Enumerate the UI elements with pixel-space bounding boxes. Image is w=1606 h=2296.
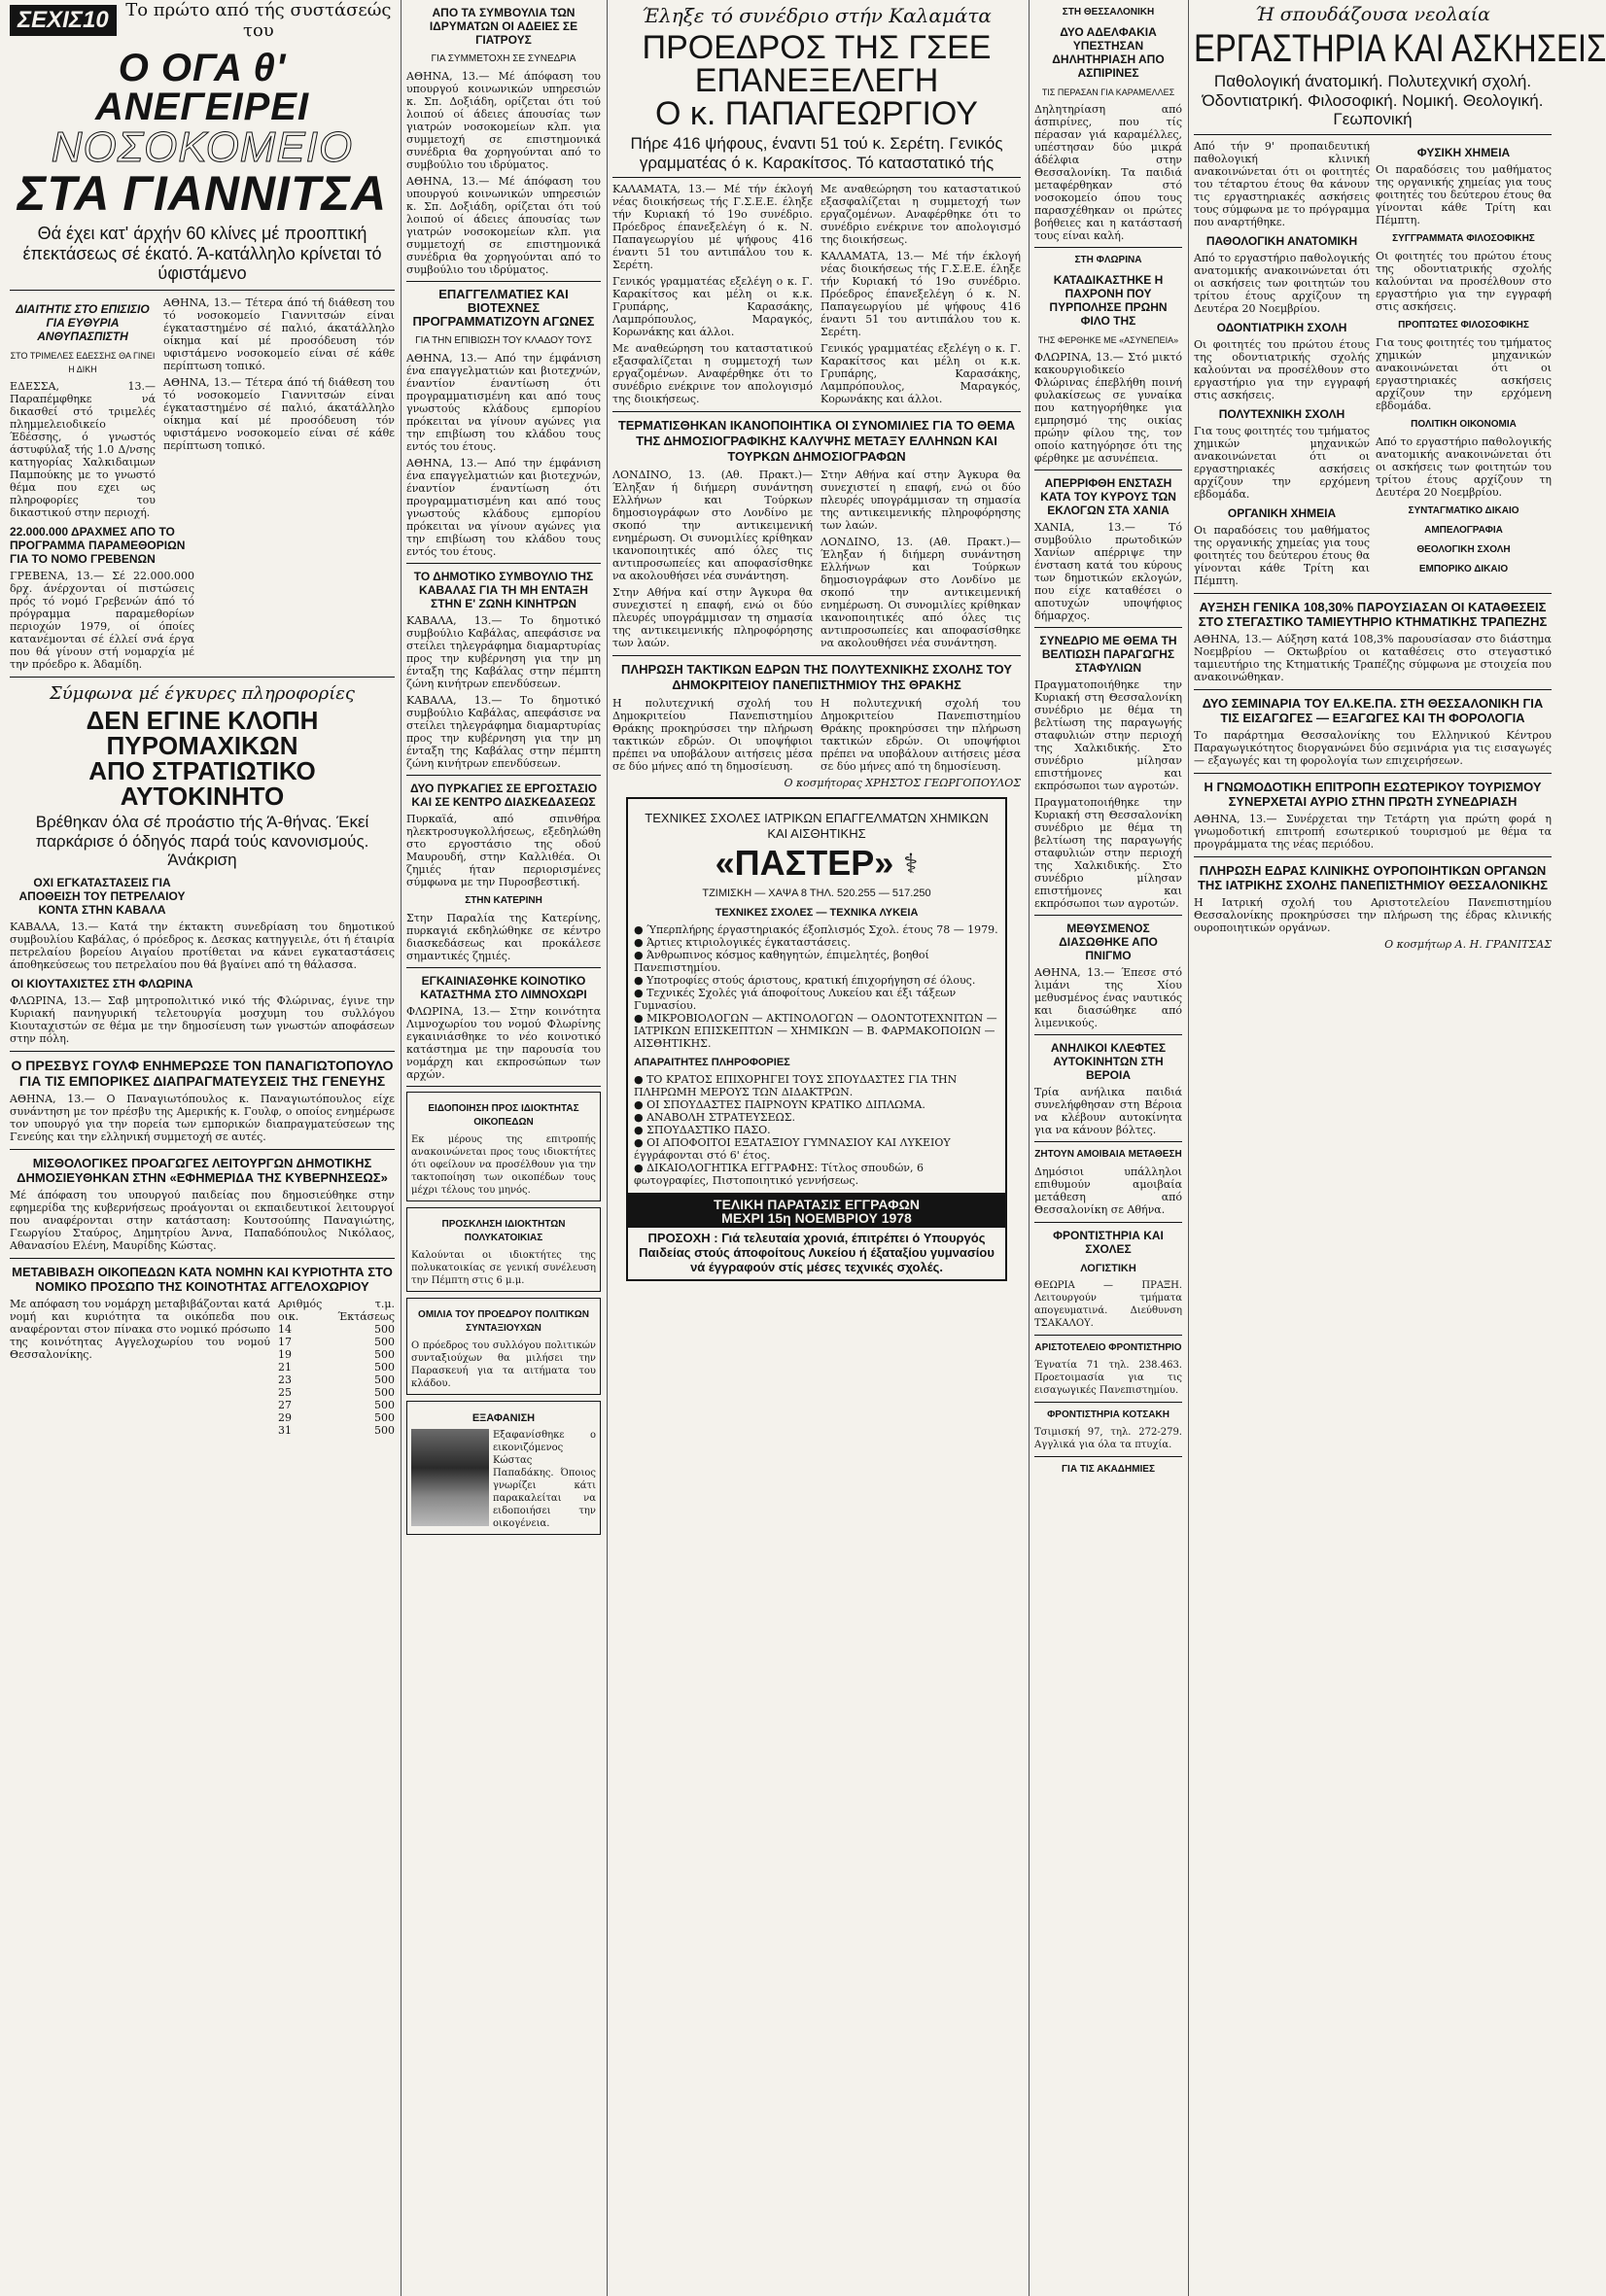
column-1 — [10, 0, 395, 1437]
side-subhead: ΣΤΟ ΤΡΙΜΕΛΕΣ ΕΔΕΣΣΗΣ ΘΑ ΓΙΝΕΙ Η ΔΙΚΗ — [10, 351, 156, 375]
term-text: ΛΟΝΔΙΝΟ, 13. (Αθ. Πρακτ.)— Έληξαν ή διήμερη συνάντηση Ελλήνων και Τούρκων δημοσιογράφων στο Λονδίνο με σκοπό την αντικειμενική ενημέρωση. Οι συνομιλίες κρίθηκαν ικανοποιητικές από όλες τις αντιπροσωπείες και αποφασίσθηκε να ακολουθήσει νέα συνάντηση. — [612, 469, 813, 583]
list-item: ● Τεχνικές Σχολές γιά άποφοίτους Λυκείου και έξι τάξεων Γυμνασίου. — [634, 987, 957, 1013]
plir-headline: ΠΛΗΡΩΣΗ ΤΑΚΤΙΚΩΝ ΕΔΡΩΝ ΤΗΣ ΠΟΛΥΤΕΧΝΙΚΗΣ ΣΧΟΛΗΣ ΤΟΥ ΔΗΜΟΚΡΙΤΕΙΟΥ ΠΑΝΕΠΙΣΤΗΜΙΟΥ ΤΗΣ ΘΡΑΚΗΣ — [621, 662, 1012, 693]
plot-number: 19 — [278, 1347, 292, 1361]
notice-2-text: Καλούνται οι ιδιοκτήτες της πολυκατοικίας σε γενική συνέλευση την Πέμπτη στις 6 μ.μ. — [411, 1250, 596, 1286]
plot-number: 29 — [278, 1410, 292, 1424]
plir-klin-headline: ΠΛΗΡΩΣΗ ΕΔΡΑΣ ΚΛΙΝΙΚΗΣ ΟΥΡΟΠΟΙΗΤΙΚΩΝ ΟΡΓΑΝΩΝ ΤΗΣ ΙΑΤΡΙΚΗΣ ΣΧΟΛΗΣ ΠΑΝΕΠΙΣΤΗΜΙΟΥ ΘΕΣΣΑΛΟΝΙΚΗΣ — [1197, 862, 1548, 892]
methys-headline: ΜΕΘΥΣΜΕΝΟΣ ΔΙΑΣΩΘΗΚΕ ΑΠΟ ΠΝΙΓΜΟ — [1059, 922, 1158, 962]
notice-box-3 — [406, 1298, 601, 1395]
caduceus-icon: ⚕ — [903, 847, 919, 880]
lead-deck: Θά έχει κατ' άρχήν 60 κλίνες μέ προοπτική έπεκτάσεως σέ έκατό. Ά-κατάλληλο κρίνεται τό ύφιστάμενο — [22, 224, 382, 284]
logist-text: ΘΕΩΡΙΑ — ΠΡΑΞΗ. Λειτουργούν τμήματα απογευματινά. Διεύθυνση ΤΣΑΚΑΛΟΥ. — [1034, 1280, 1182, 1329]
pathol-headline: ΠΑΘΟΛΟΓΙΚΗ ΑΝΑΤΟΜΙΚΗ — [1205, 233, 1358, 248]
logist-title: ΛΟΓΙΣΤΙΚΗ — [1080, 1263, 1136, 1274]
epag-text: ΑΘΗΝΑ, 13.— Από την έμφάνιση ένα επαγγελματιών και βιοτεχνών, έναντίον έναντίωση ότι προγραμματισμένη και από τους γνωστούς κλάδους εμπορίου πρόκειται να γίνουν αγώνες για την επιβίωση του κλάδου τους εντός του έτους. — [406, 352, 601, 453]
notice-3-text: Ο πρόεδρος του συλλόγου πολιτικών συνταξιούχων θα μιλήσει την Παρασκευή για τα αιτήματα του κλάδου. — [411, 1340, 596, 1389]
plot-area: 500 — [374, 1335, 395, 1348]
list-item: ● ΜΙΚΡΟΒΙΟΛΟΓΩΝ — ΑΚΤΙΝΟΛΟΓΩΝ — ΟΔΟΝΤΟΤΕΧΝΙΤΩΝ — ΙΑΤΡΙΚΩΝ ΕΠΙΣΚΕΠΤΩΝ — ΧΗΜΙΚΩΝ — Β. ΦΑΡΜΑΚΟΠΟΙΩΝ — ΑΙΣΘΗΤΙΚΗΣ. — [634, 1012, 997, 1051]
grevena-text: ΓΡΕΒΕΝΑ, 13.— Σέ 22.000.000 δρχ. άνέρχονται οί πιστώσεις πρός τό νομό Γρεβενών άπό τό πρόγραμμα παραμεθορίων περιοχών 1979, οί όποίες κατανέμονται σέ έλλεί σνά έργα που θά γίνουν στή νομαρχία μέ την πρόεδρο κ. Άδαμίδη. — [10, 570, 194, 672]
akad-title: ΓΙΑ ΤΙΣ ΑΚΑΔΗΜΙΕΣ — [1062, 1464, 1155, 1475]
ad-info-title: ΑΠΑΡΑΙΤΗΤΕΣ ΠΛΗΡΟΦΟΡΙΕΣ — [634, 1057, 790, 1069]
adelf-text: Δηλητηρίαση από άσπιρίνες, που τίς πέρασαν γιά καραμέλλες, υπέστησαν δύο μικρά άδέλφια στην Θεσσαλονίκη. Τα παιδιά μεταφέρθηκαν στό νοσοκομείο όπου τους παρασχέθηκαν οι πρώτες βοήθειες και η κατάστασή τους είναι καλή. — [1034, 103, 1182, 242]
deadline-1: ΤΕΛΙΚΗ ΠΑΡΑΤΑΣΙΣ ΕΓΓΡΑΦΩΝ — [714, 1197, 920, 1213]
notice-3-title: ΟΜΙΛΙΑ ΤΟΥ ΠΡΟΕΔΡΟΥ ΠΟΛΙΤΙΚΩΝ ΣΥΝΤΑΞΙΟΥΧΩΝ — [418, 1309, 589, 1334]
klopi-deck: Βρέθηκαν όλα σέ προάστιο τής Ά-θήνας. Έκεί παρκάρισε ό όδηγός παρά τούς κανονισμούς. Άνάκριση — [35, 813, 369, 870]
plot-number: 21 — [278, 1360, 292, 1374]
organ-headline: ΟΡΓΑΝΙΚΗ ΧΗΜΕΙΑ — [1227, 505, 1337, 520]
dyo-headline: ΔΥΟ ΠΥΡΚΑΓΙΕΣ ΣΕ ΕΡΓΟΣΤΑΣΙΟ ΚΑΙ ΣΕ ΚΕΝΤΡΟ ΔΙΑΣΚΕΔΑΣΕΩΣ — [409, 782, 598, 809]
list-item: ● Υποτροφίες στούς άριστους, κρατική έπιχορήγηση σέ όλους. — [634, 974, 976, 988]
lead-text: ΑΘΗΝΑ, 13.— Τέτερα άπό τή διάθεση του τό νοσοκομείο Γιαννιτσών είναι έγκαταστημένο σέ παλιό, άκατάλληλο οίκημα καί μέ προσόδευση τόν υφιστάμενο νοσοκομείο είναι σέ κάθε περίπτωση τοπικό. — [163, 296, 395, 373]
polit-headline: ΠΟΛΙΤΙΚΗ ΟΙΚΟΝΟΜΙΑ — [1411, 418, 1517, 430]
plir-text: Η πολυτεχνική σχολή του Δημοκριτείου Πανεπιστημίου Θράκης προκηρύσσει την πλήρωση τακτικών εδρών. Οι υποψήφιοι πρέπει να υποβάλουν αιτήσεις μέσα σε δύο μήνες από τη δημοσίευση. — [612, 697, 813, 774]
ad-address: ΤΖΙΜΙΣΚΗ — ΧΑΨΑ 8 ΤΗΛ. 520.255 — 517.250 — [702, 887, 931, 900]
ad-info-lines — [634, 1073, 999, 1187]
aperr-headline: ΑΠΕΡΡΙΦΘΗ ΕΝΣΤΑΣΗ ΚΑΤΑ ΤΟΥ ΚΥΡΟΥΣ ΤΩΝ ΕΚΛΟΓΩΝ ΣΤΑ ΧΑΝΙΑ — [1040, 476, 1176, 517]
gsee-text-c: Με αναθεώρηση του καταστατικού εξασφαλίζεται η συμμετοχή των εργαζομένων. Αναφέρθηκε ότι το συνέδριο ενέκρινε τον απολογισμό της διοικήσεως. — [612, 342, 813, 406]
column-rule — [401, 0, 402, 2296]
flor-label: ΣΤΗ ΦΛΩΡΙΝΑ — [1074, 255, 1142, 265]
fysik-text: Οι παραδόσεις του μαθήματος της οργανικής χημείας για τους φοιτητές του δεύτερου έτους θα γίνονται κάθε Τρίτη και Πέμπτη. — [1376, 162, 1552, 226]
oxi-text: ΚΑΒΑΛΑ, 13.— Κατά την έκτακτη συνεδρίαση του δημοτικού συμβουλίου Καβάλας, ό πρόεδρος κ. Δεσκας κατηγγειλε, ότι ή έταιρία πετρελαίου βορείου Αιγαίου προτίθεται να κάνει εγκαταστάσεις άποθηκεύσεως του πετρελαίου που θά βγαίνει από τη θάλασσα. — [10, 920, 395, 971]
plot-number: 25 — [278, 1385, 292, 1399]
lead-text-cont: ΑΘΗΝΑ, 13.— Τέτερα άπό τή διάθεση του τό νοσοκομείο Γιαννιτσών είναι έγκαταστημένο σέ παλιό, άκατάλληλο οίκημα καί μέ προσόδευση τόν υφιστάμενο νοσοκομείο είναι σέ κάθε περίπτωση τοπικό. — [163, 376, 395, 453]
anil-text: Τρία ανήλικα παιδιά συνελήφθησαν στη Βέροια να κλέβουν αυτοκίνητα για να κάνουν βόλτες. — [1034, 1086, 1182, 1136]
plot-area: 500 — [374, 1385, 395, 1399]
notice-4-title: ΕΞΑΦΑΝΙΣΗ — [471, 1412, 536, 1424]
table-row — [278, 1374, 395, 1386]
klopi-kicker: Σύμφωνα μέ έγκυρες πληροφορίες — [49, 683, 355, 705]
ayxisi-text: ΑΘΗΝΑ, 13.— Αύξηση κατά 108,3% παρουσίασαν στο διάστημα Νοεμβρίου — Οκτωβρίου οι καταθέσεις στο στεγαστικό ταμιευτήριο της Κτηματικής Τραπέζης σύμφωνα με στοιχεία που ανακοινώθηκαν. — [1194, 632, 1552, 683]
gsee-headline: ΠΡΟΕΔΡΟΣ ΤΗΣ ΓΣΕΕ ΕΠΑΝΕΞΕΛΕΓΗ Ο κ. ΠΑΠΑΓΕΩΡΓΙΟΥ — [642, 29, 992, 132]
katad-headline: ΚΑΤΑΔΙΚΑΣΤΗΚΕ Η ΠΑΧΡΟΝΗ ΠΟΥ ΠΥΡΠΟΛΗΣΕ ΠΡΩΗΝ ΦΙΛΟ ΤΗΣ — [1049, 273, 1168, 328]
katad-text: ΦΛΩΡΙΝΑ, 13.— Στό μικτό κακουργιοδικείο Φλώρινας έπεβλήθη ποινή φυλακίσεως σε γυναίκα που κατηγορήθηκε για εμπρησμό της οικίας πρώην φίλου της, τον οποίο κατηγόρησε ότι της φέρθηκε με ασυνέπεια. — [1034, 351, 1182, 465]
zit-text: Δημόσιοι υπάλληλοι επιθυμούν αμοιβαία μετάθεση από Θεσσαλονίκη σε Αθήνα. — [1034, 1165, 1182, 1216]
synedr-headline: ΣΥΝΕΔΡΙΟ ΜΕ ΘΕΜΑ ΤΗ ΒΕΛΤΙΩΣΗ ΠΑΡΑΓΩΓΗΣ ΣΤΑΦΥΛΙΩΝ — [1039, 634, 1177, 675]
katerini-subhead: ΣΤΗΝ ΚΑΤΕΡΙΝΗ — [465, 895, 542, 906]
kot-title: ΦΡΟΝΤΙΣΤΗΡΙΑ ΚΟΤΣΑΚΗ — [1047, 1409, 1170, 1420]
gsee-text-a2: ΚΑΛΑΜΑΤΑ, 13.— Μέ τήν έκλογή νέας διοικήσεως τής Γ.Σ.Ε.Ε. έληξε τήν Κυριακή τό 19ο συνέδριο. Πρόεδρος έπανεξελέγη ό κ. Ν. Παπαγεωργίου μέ ψήφους 416 έναντι 51 του αντιπάλου του κ. Σερέτη. — [820, 250, 1021, 339]
list-item: ● Άνθρωπινος κόσμος καθηγητών, έπιμελητές, βοηθοί Πανεπιστημίου. — [634, 949, 929, 975]
front-headline: ΦΡΟΝΤΙΣΤΗΡΙΑ ΚΑΙ ΣΧΟΛΕΣ — [1053, 1229, 1164, 1256]
ayxisi-headline: ΑΥΞΗΣΗ ΓΕΝΙΚΑ 108,30% ΠΑΡΟΥΣΙΑΣΑΝ ΟΙ ΚΑΤΑΘΕΣΕΙΣ ΣΤΟ ΣΤΕΓΑΣΤΙΚΟ ΤΑΜΙΕΥΤΗΡΙΟ ΚΤΗΜΑΤΙΚΗΣ ΤΡΑΠΕΖΗΣ — [1198, 599, 1548, 629]
egk-text: ΦΛΩΡΙΝΑ, 13.— Στην κοινότητα Λιμνοχωρίου του νομού Φλωρίνης εγκαινιάσθηκε το νέο κοινοτικό κατάστημα με την παρουσία του νομάρχη και εκπροσώπων των αρχών. — [406, 1005, 601, 1081]
ad-deadline — [626, 1195, 1007, 1228]
ad-note — [626, 1228, 1007, 1281]
katerini-text: Στην Παραλία της Κατερίνης, πυρκαγιά εκδηλώθηκε σε κέντρο διασκεδάσεως και προκάλεσε σημαντικές ζημιές. — [406, 912, 601, 962]
gsee-text-a: ΚΑΛΑΜΑΤΑ, 13.— Μέ τήν έκλογή νέας διοικήσεως τής Γ.Σ.Ε.Ε. έληξε τήν Κυριακή τό 19ο συνέδριο. Πρόεδρος έπανεξελέγη ό κ. Ν. Παπαγεωργίου μέ ψήφους 416 έναντι 51 του αντιπάλου του κ. Σερέτη. — [612, 183, 813, 272]
anil-headline: ΑΝΗΛΙΚΟΙ ΚΛΕΦΤΕΣ ΑΥΤΟΚΙΝΗΤΩΝ ΣΤΗ ΒΕΡΟΙΑ — [1050, 1041, 1167, 1082]
notice-box-2 — [406, 1207, 601, 1292]
student-deck: Παθολογική άνατομική. Πολυτεχνική σχολή. Όδοντιατρική. Φιλοσοφική. Νομική. Θεολογική. Γεωπονική — [1202, 72, 1544, 129]
dimos-text: ΚΑΒΑΛΑ, 13.— Το δημοτικό συμβούλιο Καβάλας, απεφάσισε να στείλει τηλεγράφημα διαμαρτυρίας προς την κυβέρνηση για την μη ένταξη της Καβάλας στην πέμπτη ζώνη κινήτρων επενδύσεων. — [406, 614, 601, 690]
gnom-headline: Η ΓΝΩΜΟΔΟΤΙΚΗ ΕΠΙΤΡΟΠΗ ΕΣΩΤΕΡΙΚΟΥ ΤΟΥΡΙΣΜΟΥ ΣΥΝΕΡΧΕΤΑΙ ΑΥΡΙΟ ΣΤΗΝ ΠΡΩΤΗ ΣΥΝΕΔΡΙΑΣΗ — [1204, 779, 1542, 809]
lead-kicker: Το πρώτο από τής συστάσεώς του — [125, 0, 392, 41]
notice-4-text: Εξαφανίσθηκε ο εικονιζόμενος Κώστας Παπαδάκης. Όποιος γνωρίζει κάτι παρακαλείται να ειδοποιήσει την οικογένεια. — [493, 1430, 596, 1529]
plots-col-area: τ.μ. Έκτάσεως — [337, 1297, 395, 1323]
apo-headline: ΑΠΟ ΤΑ ΣΥΜΒΟΥΛΙΑ ΤΩΝ ΙΔΡΥΜΑΤΩΝ ΟΙ ΑΔΕΙΕΣ ΣΕ ΓΙΑΤΡΟΥΣ — [429, 6, 578, 47]
syggr-text: Οι φοιτητές του πρώτου έτους της οδοντιατρικής σχολής καλούνται να προσέλθουν στο εργαστήριο για την εγγραφή στις ασκήσεις. — [1376, 249, 1552, 313]
column-5 — [1194, 0, 1606, 951]
katad-subhead: ΤΗΣ ΦΕΡΘΗΚΕ ΜΕ «ΑΣΥΝΕΠΕΙΑ» — [1037, 335, 1179, 345]
dyo-text: Πυρκαϊά, από σπινθήρα ηλεκτροσυγκολλήσεως, εξεδηλώθη στο εργοστάσιο της οδού Μαυρουδή, στην Καλλιθέα. Οι ζημιές ήταν περιορισμένες σύμφωνα με την Πυροσβεστική. — [406, 813, 601, 888]
table-row — [278, 1411, 395, 1424]
arist-title: ΑΡΙΣΤΟΤΕΛΕΙΟ ΦΡΟΝΤΙΣΤΗΡΙΟ — [1034, 1342, 1182, 1353]
plot-number: 27 — [278, 1398, 292, 1411]
list-item: ● Ύπερπλήρης έργαστηριακός έξοπλισμός Σχολ. έτους 78 — 1979. — [634, 923, 998, 937]
edessa-text: ΕΔΕΣΣΑ, 13.— Παραπέμφθηκε νά δικασθεί στό τριμελές πλημμελειοδικείο Έδέσσης, ό γνωστός άστυφύλαξ τής 1.0 Δ/νσης κατηγορίας Χαλκιδαιμων Παμπούκης με το γνωστό θέμα που εχει ως πληροφορίες του δικαστικού στην περιοχή. — [10, 380, 156, 520]
plots-table — [278, 1298, 395, 1437]
term-text-4: ΛΟΝΔΙΝΟ, 13. (Αθ. Πρακτ.)— Έληξαν ή διήμερη συνάντηση Ελλήνων και Τούρκων δημοσιογράφων στο Λονδίνο με σκοπό την αντικειμενική ενημέρωση. Οι συνομιλίες κρίθηκαν ικανοποιητικές από όλες τις αντιπροσωπείες και αποφασίσθηκε να ακολουθήσει νέα συνάντηση. — [820, 536, 1021, 650]
zit-headline: ΖΗΤΟΥΝ ΑΜΟΙΒΑΙΑ ΜΕΤΑΘΕΣΗ — [1034, 1149, 1182, 1160]
kiouta-headline: ΟΙ ΚΙΟΥΤΑΧΙΣΤΕΣ ΣΤΗ ΦΛΩΡΙΝΑ — [11, 976, 193, 991]
missing-person-photo — [411, 1429, 489, 1526]
plir-signature: Ο κοσμήτορας ΧΡΗΣΤΟΣ ΓΕΩΡΓΟΠΟΥΛΟΣ — [784, 777, 1021, 790]
column-rule — [1029, 0, 1030, 2296]
epag-subhead: ΓΙΑ ΤΗΝ ΕΠΙΒΙΩΣΗ ΤΟΥ ΚΛΑΔΟΥ ΤΟΥΣ — [415, 335, 592, 346]
synedr-text: Πραγματοποιήθηκε την Κυριακή στη Θεσσαλονίκη συνέδριο με θέμα τη βελτίωση της παραγωγής σταφυλιών στην περιοχή της Χαλκιδικής. Στο συνέδριο μίλησαν επιστήμονες και εκπρόσωποι των αγροτών. — [1034, 678, 1182, 792]
notice-1-text: Εκ μέρους της επιτροπής ανακοινώνεται προς τους ιδιοκτήτες ότι οφείλουν να προσέλθουν για την τακτοποίηση των οικοπέδων τους μέχρι τέλους του μηνός. — [411, 1134, 596, 1196]
column-4 — [1034, 0, 1182, 1480]
notice-box-1 — [406, 1092, 601, 1201]
list-item: ● ΟΙ ΣΠΟΥΔΑΣΤΕΣ ΠΑΙΡΝΟΥΝ ΚΡΑΤΙΚΟ ΔΙΠΛΩΜΑ. — [634, 1098, 925, 1112]
plir-text-2: Η πολυτεχνική σχολή του Δημοκριτείου Πανεπιστημίου Θράκης προκηρύσσει την πλήρωση τακτικών εδρών. Οι υποψήφιοι πρέπει να υποβάλουν αιτήσεις μέσα σε δύο μήνες από τη δημοσίευση. — [820, 697, 1021, 774]
gsee-deck: Πήρε 416 ψήφους, έναντι 51 τού κ. Σερέτη. Γενικός γραμματέας ό κ. Καρακίτσος. Τό καταστατικό τής — [630, 134, 1003, 172]
dyo-sem-text: Το παράρτημα Θεσσαλονίκης του Ελληνικού Κέντρου Παραγωγικότητος διοργανώνει δύο σεμινάρια για τις εισαγωγές — εξαγωγές και τη φορολογία των επιχειρήσεων. — [1194, 728, 1552, 767]
misth-text: Μέ άπόφαση του υπουργού παιδείας που δημοσιεύθηκε στην εφημερίδα της κυβερνήσεως προάγονται οι εκπαιδευτικοί λειτουργοί που αναφέρονται στην κατάσταση: Κουτσούπης Παναγιώτης, Γεωργίου Σταύρος, Δημητρίου Άννα, Παπαδόπουλος Νικόλαος, Αθανασίου Ελένη, Μαυρίδης Κώστας. — [10, 1188, 395, 1252]
gsee-text-b: Γενικός γραμματέας εξελέγη ο κ. Γ. Καρακίτσος και μέλη οι κ.κ. Γρυπάρης, Καρασάκης, Λαμπρόπουλος, Μαραγκός, Κορωνάκης και άλλοι. — [612, 275, 813, 339]
odont-text: Οι φοιτητές του πρώτου έτους της οδοντιατρικής σχολής καλούνται να προσέλθουν στο εργαστήριο για την εγγραφή στις ασκήσεις. — [1194, 337, 1370, 401]
methys-text: ΑΘΗΝΑ, 13.— Έπεσε στό λιμάνι της Χίου μεθυσμένος ένας ναυτικός και διασώθηκε από λιμενικούς. — [1034, 966, 1182, 1029]
propt-text: Για τους φοιτητές του τμήματος χημικών μηχανικών ανακοινώνεται ότι οι εργαστηριακές ασκήσεις αρχίζουν την ερχόμενη εβδομάδα. — [1376, 335, 1552, 412]
arist-text: Έγνατία 71 τηλ. 238.463. Προετοιμασία για τις εισαγωγικές Πανεπιστημίου. — [1034, 1360, 1182, 1396]
gsee-text-b2: Γενικός γραμματέας εξελέγη ο κ. Γ. Καρακίτσος και μέλη οι κ.κ. Γρυπάρης, Καρασάκης, Λαμπρόπουλος, Μαραγκός, Κορωνάκης και άλλοι. — [820, 342, 1021, 406]
odont-headline: ΟΔΟΝΤΙΑΤΡΙΚΗ ΣΧΟΛΗ — [1216, 320, 1347, 334]
plir-klin-text: Η Ιατρική σχολή του Αριστοτελείου Πανεπιστημίου Θεσσαλονίκης προκηρύσσει την πλήρωση της έδρας κλινικής ουροποιητικών οργάνων. — [1194, 895, 1552, 934]
goulf-text: ΑΘΗΝΑ, 13.— Ο Παναγιωτόπουλος κ. Παναγιωτόπουλος είχε συνάντηση με τον πρέσβυ της Αμερικής κ. Γουλφ, ο οποίος ενημέρωσε τον υπουργό για την πορεία των εμπορικών διαπραγματεύσεων της Γενεύης και την ελληνική συμμετοχή σε αυτές. — [10, 1092, 395, 1143]
pathol-text: Από το εργαστήριο παθολογικής ανατομικής ανακοινώνεται ότι οι ασκήσεις των φοιτητών του τρίτου έτους αρχίζουν τη Δευτέρα 20 Νοεμβρίου. — [1194, 251, 1370, 315]
student-text: Από τήν 9' προπαιδευτική παθολογική κλινική ανακοινώνεται ότι οι φοιτητές του τέταρτου έτους θα κάνουν τις εργαστηριακές ασκήσεις τους σύμφωνα με το πρόγραμμα που αναρτήθηκε. — [1194, 139, 1370, 228]
kiouta-text: ΦΛΩΡΙΝΑ, 13.— Σαβ μητροπολιτικό νικό τής Φλώρινας, έγινε την Κυριακή πανηγυρική τελετουργία μοσχυμη του συλλόγου Κιουταχιστών σε θέμα με την δημοσίευση των γνωστών αποφάσεων στην πόλη. — [10, 993, 395, 1045]
column-rule — [607, 0, 608, 2296]
plot-number: 23 — [278, 1373, 292, 1386]
lead-headline: Ο ΟΓΑ θ' ΑΝΕΓΕΙΡΕΙ ΝΟΣΟΚΟΜΕΙΟ ΣΤΑ ΓΙΑΝΝΙΤΣΑ — [17, 47, 388, 221]
plir-klin-signature: Ο κοσμήτωρ Α. Η. ΓΡΑΝΙΤΣΑΣ — [1384, 937, 1552, 951]
polit-text: Από το εργαστήριο παθολογικής ανατομικής ανακοινώνεται ότι οι ασκήσεις των φοιτητών του τρίτου έτους αρχίζουν τη Δευτέρα 20 Νοεμβρίου. — [1376, 435, 1552, 499]
plot-area: 500 — [374, 1423, 395, 1437]
notice-2-title: ΠΡΟΣΚΛΗΣΗ ΙΔΙΟΚΤΗΤΩΝ ΠΟΛΥΚΑΤΟΙΚΙΑΣ — [441, 1219, 566, 1243]
plot-area: 500 — [374, 1322, 395, 1336]
table-row — [278, 1336, 395, 1348]
plot-area: 500 — [374, 1398, 395, 1411]
notice-box-4 — [406, 1401, 601, 1535]
dimos-text-cont: ΚΑΒΑΛΑ, 13.— Το δημοτικό συμβούλιο Καβάλας, απεφάσισε να στείλει τηλεγράφημα διαμαρτυρίας προς την κυβέρνηση για την μη ένταξη της Καβάλας στην πέμπτη ζώνη κινήτρων επενδύσεων. — [406, 694, 601, 770]
list-item: ● ΤΟ ΚΡΑΤΟΣ ΕΠΙΧΟΡΗΓΕΙ ΤΟΥΣ ΣΠΟΥΔΑΣΤΕΣ ΓΙΑ ΤΗΝ ΠΛΗΡΩΜΗ ΜΕΡΟΥΣ ΤΩΝ ΔΙΔΑΚΤΡΩΝ. — [634, 1073, 958, 1099]
column-rule — [1188, 0, 1189, 2296]
table-row — [278, 1399, 395, 1411]
ad-subhead: ΤΕΧΝΙΚΕΣ ΣΧΟΛΕΣ — ΤΕΧΝΙΚΑ ΛΥΚΕΙΑ — [715, 907, 919, 920]
misth-headline: ΜΙΣΘΟΛΟΓΙΚΕΣ ΠΡΟΑΓΩΓΕΣ ΛΕΙΤΟΥΡΓΩΝ ΔΗΜΟΤΙΚΗΣ ΔΗΜΟΣΙΕΥΘΗΚΑΝ ΣΤΗΝ «ΕΦΗΜΕΡΙΔΑ ΤΗΣ ΚΥΒΕΡΝΗΣΕΩΣ» — [17, 1155, 388, 1185]
synt-headline: ΣΥΝΤΑΓΜΑΤΙΚΟ ΔΙΚΑΙΟ — [1408, 504, 1519, 516]
list-item: ● ΣΠΟΥΔΑΣΤΙΚΟ ΠΑΣΟ. — [634, 1124, 771, 1137]
ampel-headline: ΑΜΠΕΛΟΓΡΑΦΙΑ — [1424, 524, 1503, 536]
syggr-headline: ΣΥΓΓΡΑΜΜΑΤΑ ΦΙΛΟΣΟΦΙΚΗΣ — [1392, 232, 1535, 244]
gsee-kicker: Έληξε τό συνέδριο στήν Καλαμάτα — [642, 4, 992, 27]
apo-text-cont: ΑΘΗΝΑ, 13.— Μέ άπόφαση του υπουργού κοινωνικών υπηρεσιών κ. Σπ. Δοξιάδη, ορίζεται ότι τού λοιπού οί άδειες άπουσίας των γιατρών νοσοκομείων κλπ. για συμμετοχή σε επιστημονικά συνέδρια θα χορηγούνται από το συμβούλιο του ιδρύματος. — [406, 175, 601, 276]
plot-area: 500 — [374, 1360, 395, 1374]
list-item: ● ΔΙΚΑΙΟΛΟΓΗΤΙΚΑ ΕΓΓΡΑΦΗΣ: Τίτλος σπουδών, 6 φωτογραφίες, Πιστοποιητικό γεννήσεως. — [634, 1162, 924, 1188]
kot-text: Τσιμισκή 97, τηλ. 272-279. Αγγλικά για όλα τα πτυχία. — [1034, 1427, 1182, 1450]
list-item: ● Άρτιες κτιριολογικές έγκαταστάσεις. — [634, 936, 851, 950]
epag-text-cont: ΑΘΗΝΑ, 13.— Από την έμφάνιση ένα επαγγελματιών και βιοτεχνών, έναντίον έναντίωση ότι προγραμματισμένη και από τους γνωστούς κλάδους εμπορίου πρόκειται να γίνουν αγώνες για την επιβίωση του κλάδου τους εντός του έτους. — [406, 457, 601, 558]
empor-headline: ΕΜΠΟΡΙΚΟ ΔΙΚΑΙΟ — [1418, 563, 1509, 574]
student-headline: ΕΡΓΑΣΤΗΡΙΑ ΚΑΙ ΑΣΚΗΣΕΙΣ — [1194, 27, 1606, 70]
table-row — [278, 1348, 395, 1361]
synedr-text-cont: Πραγματοποιήθηκε την Κυριακή στη Θεσσαλονίκη συνέδριο με θέμα τη βελτίωση της παραγωγής σταφυλιών στην περιοχή της Χαλκιδικής. Στο συνέδριο μίλησαν επιστήμονες και εκπρόσωποι των αγροτών. — [1034, 796, 1182, 910]
plot-area: 500 — [374, 1373, 395, 1386]
theol-headline: ΘΕΟΛΟΓΙΚΗ ΣΧΟΛΗ — [1416, 543, 1511, 555]
polyt-text: Για τους φοιτητές του τμήματος χημικών μηχανικών ανακοινώνεται ότι οι εργαστηριακές ασκήσεις αρχίζουν την ερχόμενη εβδομάδα. — [1194, 424, 1370, 501]
term-headline: ΤΕΡΜΑΤΙΣΘΗΚΑΝ ΙΚΑΝΟΠΟΙΗΤΙΚΑ ΟΙ ΣΥΝΟΜΙΛΙΕΣ ΓΙΑ ΤΟ ΘΕΜΑ ΤΗΣ ΔΗΜΟΣΙΟΓΡΑΦΙΚΗΣ ΚΑΛΥΨΗΣ ΜΕΤΑΞΥ ΕΛΛΗΝΩΝ ΚΑΙ ΤΟΥΡΚΩΝ ΔΗΜΟΣΙΟΓΡΑΦΩΝ — [617, 418, 1016, 465]
ad-note-text: ΠΡΟΣΟΧΗ : Γιά τελευταία χρονιά, έπιτρέπει ό Υπουργός Παιδείας στούς άποφοίτους Λυκείου ή έξαταξίου γυμνασίου νά έγγραφούν στίς μέσες τεχνικές σχολές. — [639, 1231, 995, 1274]
ad-lines — [634, 923, 999, 1050]
plot-number: 31 — [278, 1423, 292, 1437]
grevena-headline: 22.000.000 ΔΡΑΧΜΕΣ ΑΠΟ ΤΟ ΠΡΟΓΡΑΜΜΑ ΠΑΡΑΜΕΘΟΡΙΩΝ ΓΙΑ ΤΟ ΝΟΜΟ ΓΡΕΒΕΝΩΝ — [10, 525, 186, 567]
epag-headline: ΕΠΑΓΓΕΛΜΑΤΙΕΣ ΚΑΙ ΒΙΟΤΕΧΝΕΣ ΠΡΟΓΡΑΜΜΑΤΙΖΟΥΝ ΑΓΩΝΕΣ — [412, 287, 595, 329]
dyo-sem-headline: ΔΥΟ ΣΕΜΙΝΑΡΙΑ ΤΟΥ ΕΛ.ΚΕ.ΠΑ. ΣΤΗ ΘΕΣΣΑΛΟΝΙΚΗ ΓΙΑ ΤΙΣ ΕΙΣΑΓΩΓΕΣ — ΕΞΑΓΩΓΕΣ ΚΑΙ ΤΗ ΦΟΡΟΛΟΓΙΑ — [1202, 695, 1544, 725]
list-item: ● ΑΝΑΒΟΛΗ ΣΤΡΑΤΕΥΣΕΩΣ. — [634, 1111, 796, 1125]
fysik-headline: ΦΥΣΙΚΗ ΧΗΜΕΙΑ — [1416, 145, 1511, 159]
plot-area: 500 — [374, 1347, 395, 1361]
notice-1-title: ΕΙΔΟΠΟΙΗΣΗ ΠΡΟΣ ΙΔΙΟΚΤΗΤΑΣ ΟΙΚΟΠΕΔΩΝ — [428, 1103, 579, 1128]
metab-text: Με απόφαση του νομάρχη μεταβιβάζονται κατά νομή και κυριότητα τα οικόπεδα που αναφέρονται στον πίνακα στο νομικό πρόσωπο της κοινότητας Αγγελοχωρίου του νομού Θεσσαλονίκης. — [10, 1297, 270, 1361]
plot-number: 14 — [278, 1322, 292, 1336]
list-item: ● ΟΙ ΑΠΟΦΟΙΤΟΙ ΕΞΑΤΑΞΙΟΥ ΓΥΜΝΑΣΙΟΥ ΚΑΙ ΛΥΚΕΙΟΥ έγγράφονται στό 6' έτος. — [634, 1136, 951, 1163]
student-kicker: Ή σπουδάζουσα νεολαία — [1255, 4, 1490, 25]
apo-subhead: ΓΙΑ ΣΥΜΜΕΤΟΧΗ ΣΕ ΣΥΝΕΔΡΙΑ — [431, 53, 576, 64]
adelf-subhead: ΤΙΣ ΠΕΡΑΣΑΝ ΓΙΑ ΚΑΡΑΜΕΛΛΕΣ — [1041, 87, 1175, 97]
column-3 — [612, 0, 1021, 1281]
table-row — [278, 1424, 395, 1437]
egk-headline: ΕΓΚΑΙΝΙΑΣΘΗΚΕ ΚΟΙΝΟΤΙΚΟ ΚΑΤΑΣΤΗΜΑ ΣΤΟ ΛΙΜΝΟΧΩΡΙ — [420, 974, 587, 1001]
gnom-text: ΑΘΗΝΑ, 13.— Συνέρχεται την Τετάρτη για πρώτη φορά η γνωμοδοτική επιτροπή εσωτερικού τουρισμού με θέμα τα προγράμματα της νέας περιόδου. — [1194, 812, 1552, 851]
klopi-headline: ΔΕΝ ΕΓΙΝΕ ΚΛΟΠΗ ΠΥΡΟΜΑΧΙΚΩΝ ΑΠΟ ΣΤΡΑΤΙΩΤΙΚΟ ΑΥΤΟΚΙΝΗΤΟ — [86, 706, 319, 812]
term-text-3: Στην Αθήνα καί στην Άγκυρα θα συνεχιστεί η επαφή, ενώ οι δύο πλευρές υπογράμμισαν τη σημασία της αντικειμενικής πληροφόρησης των λαών. — [820, 469, 1021, 533]
table-row — [278, 1386, 395, 1399]
plot-number: 17 — [278, 1335, 292, 1348]
aperr-text: ΧΑΝΙΑ, 13.— Τό συμβούλιο πρωτοδικών Χανίων απέρριψε την ένσταση κατά του κύρους των δημοτικών εκλογών, που είχε καταθέσει ο αποτυχών υποψήφιος δήμαρχος. — [1034, 521, 1182, 622]
adelf-headline: ΔΥΟ ΑΔΕΛΦΑΚΙΑ ΥΠΕΣΤΗΣΑΝ ΔΗΛΗΤΗΡΙΑΣΗ ΑΠΟ ΑΣΠΙΡΙΝΕΣ — [1052, 25, 1165, 80]
propt-headline: ΠΡΟΠΤΩΤΕΣ ΦΙΛΟΣΟΦΙΚΗΣ — [1398, 319, 1529, 330]
deadline-2: ΜΕΧΡΙ 15η ΝΟΕΜΒΡΙΟΥ 1978 — [721, 1210, 912, 1227]
thess-label: ΣΤΗ ΘΕΣΣΑΛΟΝΙΚΗ — [1062, 7, 1155, 17]
metab-headline: ΜΕΤΑΒΙΒΑΣΗ ΟΙΚΟΠΕΔΩΝ ΚΑΤΑ ΝΟΜΗΝ ΚΑΙ ΚΥΡΙΟΤΗΤΑ ΣΤΟ ΝΟΜΙΚΟ ΠΡΟΣΩΠΟ ΤΗΣ ΚΟΙΝΟΤΗΤΑΣ ΑΓΓΕΛΟΧΩΡΙΟΥ — [12, 1264, 393, 1294]
column-2 — [406, 0, 601, 1535]
term-text-2: Στην Αθήνα καί στην Άγκυρα θα συνεχιστεί η επαφή, ενώ οι δύο πλευρές υπογράμμισαν τη σημασία της αντικειμενικής πληροφόρησης των λαών. — [612, 586, 813, 650]
ad-name: «ΠΑΣΤΕΡ» — [715, 843, 894, 884]
polyt-headline: ΠΟΛΥΤΕΧΝΙΚΗ ΣΧΟΛΗ — [1218, 406, 1345, 421]
side-headline: ΔΙΑΙΤΗΤΙΣ ΣΤΟ ΕΠΙΣΙΣΙΟ ΓΙΑ ΕΥΘΥΡΙΑ ΑΝΘΥΠΑΣΠΙΣΤΗ — [16, 302, 150, 344]
table-row — [278, 1323, 395, 1336]
goulf-headline: Ο ΠΡΕΣΒΥΣ ΓΟΥΛΦ ΕΝΗΜΕΡΩΣΕ ΤΟΝ ΠΑΝΑΓΙΩΤΟΠΟΥΛΟ ΓΙΑ ΤΙΣ ΕΜΠΟΡΙΚΕΣ ΔΙΑΠΡΑΓΜΑΤΕΥΣΕΙΣ ΤΗΣ ΓΕΝΕΥΗΣ — [11, 1057, 394, 1089]
dimos-headline: ΤΟ ΔΗΜΟΤΙΚΟ ΣΥΜΒΟΥΛΙΟ ΤΗΣ ΚΑΒΑΛΑΣ ΓΙΑ ΤΗ ΜΗ ΕΝΤΑΞΗ ΣΤΗΝ Ε' ΖΩΝΗ ΚΙΝΗΤΡΩΝ — [413, 570, 594, 610]
table-row — [278, 1361, 395, 1374]
paper-logo: ΣΕΧΙΣ10 — [10, 5, 117, 36]
plot-area: 500 — [374, 1410, 395, 1424]
gsee-text-c2: Με αναθεώρηση του καταστατικού εξασφαλίζεται η συμμετοχή των εργαζομένων. Αναφέρθηκε ότι το συνέδριο ενέκρινε τον απολογισμό της διοικήσεως. — [820, 183, 1021, 247]
ad-top: ΤΕΧΝΙΚΕΣ ΣΧΟΛΕΣ ΙΑΤΡΙΚΩΝ ΕΠΑΓΓΕΛΜΑΤΩΝ ΧΗΜΙΚΩΝ ΚΑΙ ΑΙΣΘΗΤΙΚΗΣ — [645, 811, 989, 842]
oxi-headline: ΟΧΙ ΕΓΚΑΤΑΣΤΑΣΕΙΣ ΓΙΑ ΑΠΟΘΕΙΣΗ ΤΟΥ ΠΕΤΡΕΛΑΙΟΥ ΚΟΝΤΑ ΣΤΗΝ ΚΑΒΑΛΑ — [18, 875, 186, 917]
plots-col-number: Αριθμός οικ. — [278, 1297, 323, 1323]
pasteur-ad — [626, 797, 1007, 1195]
apo-text: ΑΘΗΝΑ, 13.— Μέ άπόφαση του υπουργού κοινωνικών υπηρεσιών κ. Σπ. Δοξιάδη, ορίζεται ότι τού λοιπού οί άδειες άπουσίας των γιατρών νοσοκομείων κλπ. για συμμετοχή σε επιστημονικά συνέδρια θα χορηγούνται από το συμβούλιο του ιδρύματος. — [406, 70, 601, 171]
organ-text: Οι παραδόσεις του μαθήματος της οργανικής χημείας για τους φοιτητές του δεύτερου έτους θα γίνονται κάθε Τρίτη και Πέμπτη. — [1194, 523, 1370, 587]
